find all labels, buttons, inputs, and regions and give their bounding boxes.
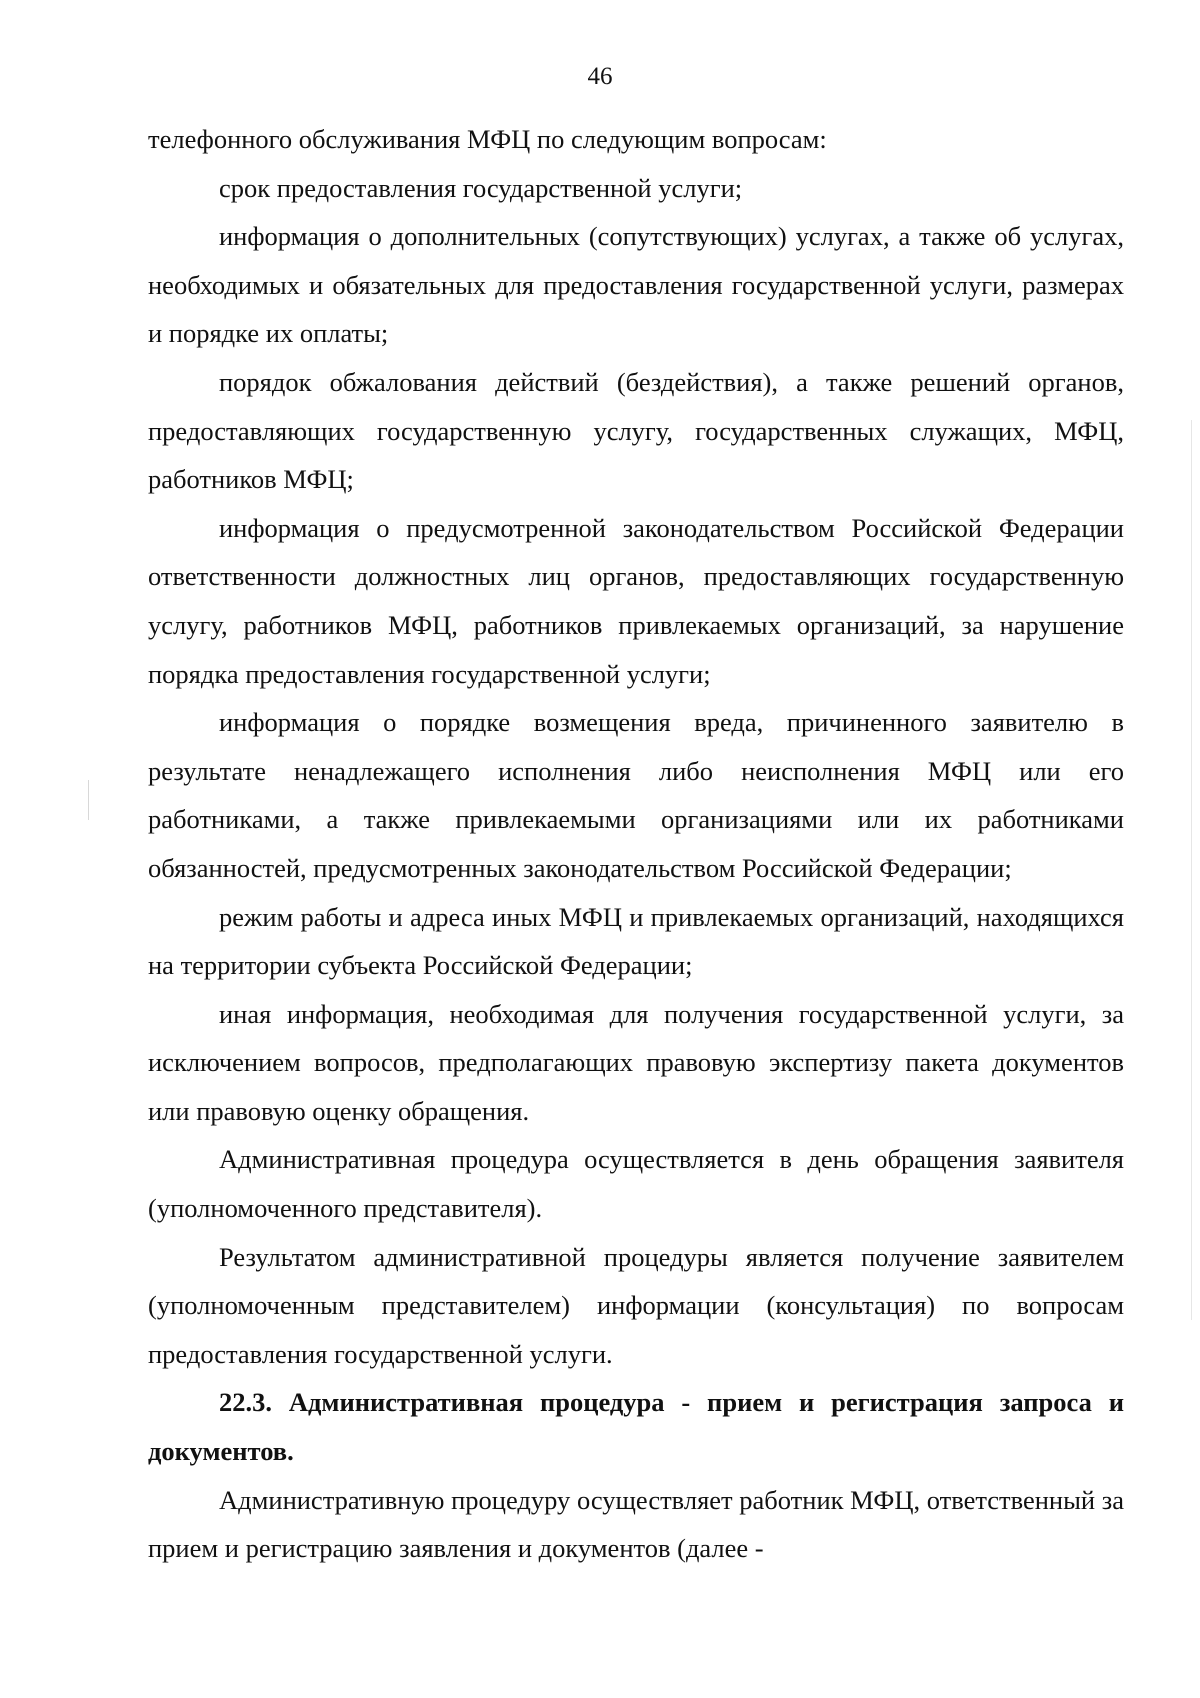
paragraph-service-term: срок предоставления государственной услуги; (219, 172, 743, 203)
paragraph-liability: информация о предусмотренной законодательством Российской Федерации ответственности должностных лиц органов, предоставляющих государственную услугу, работников МФЦ, работников привлекаемых организаций, за нарушение порядка предоставления государственной услуги; (148, 512, 1124, 689)
paragraph-other-information: иная информация, необходимая для получения государственной услуги, за исключением вопросов, предполагающих правовую экспертизу пакета документов или правовую оценку обращения. (148, 998, 1124, 1126)
paragraph-additional-services: информация о дополнительных (сопутствующих) услугах, а также об услугах, необходимых и обязательных для предоставления государственной услуги, размерах и порядке их оплаты; (148, 221, 1124, 349)
paragraph-procedure-day: Административная процедура осуществляется в день обращения заявителя (уполномоченного представителя). (148, 1144, 1124, 1224)
page-number: 46 (587, 63, 613, 90)
scan-edge-line (1191, 420, 1192, 1320)
paragraph-working-hours: режим работы и адреса иных МФЦ и привлекаемых организаций, находящихся на территории субъекта Российской Федерации; (148, 901, 1124, 981)
section-heading-22-3: 22.3. Административная процедура - прием и регистрация запроса и документов. (148, 1387, 1124, 1467)
paragraph-procedure-result: Результатом административной процедуры является получение заявителем (уполномоченным представителем) информации (консультация) по вопросам предоставления государственной услуги. (148, 1241, 1124, 1369)
paragraph-appeal-procedure: порядок обжалования действий (бездействия), а также решений органов, предоставляющих государственную услугу, государственных служащих, МФЦ, работников МФЦ; (148, 366, 1124, 495)
document-body (148, 115, 1124, 1573)
paragraph-damage-compensation: информация о порядке возмещения вреда, причиненного заявителю в результате ненадлежащего исполнения либо неисполнения МФЦ или его работниками, а также привлекаемыми организациями или их работниками обязанностей, предусмотренных законодательством Российской Федерации; (148, 707, 1124, 883)
paragraph-procedure-executor: Административную процедуру осуществляет работник МФЦ, ответственный за прием и регистрацию заявления и документов (далее - (148, 1484, 1124, 1564)
paragraph-continuation: телефонного обслуживания МФЦ по следующим вопросам: (148, 124, 827, 154)
scan-margin-mark (88, 780, 89, 820)
